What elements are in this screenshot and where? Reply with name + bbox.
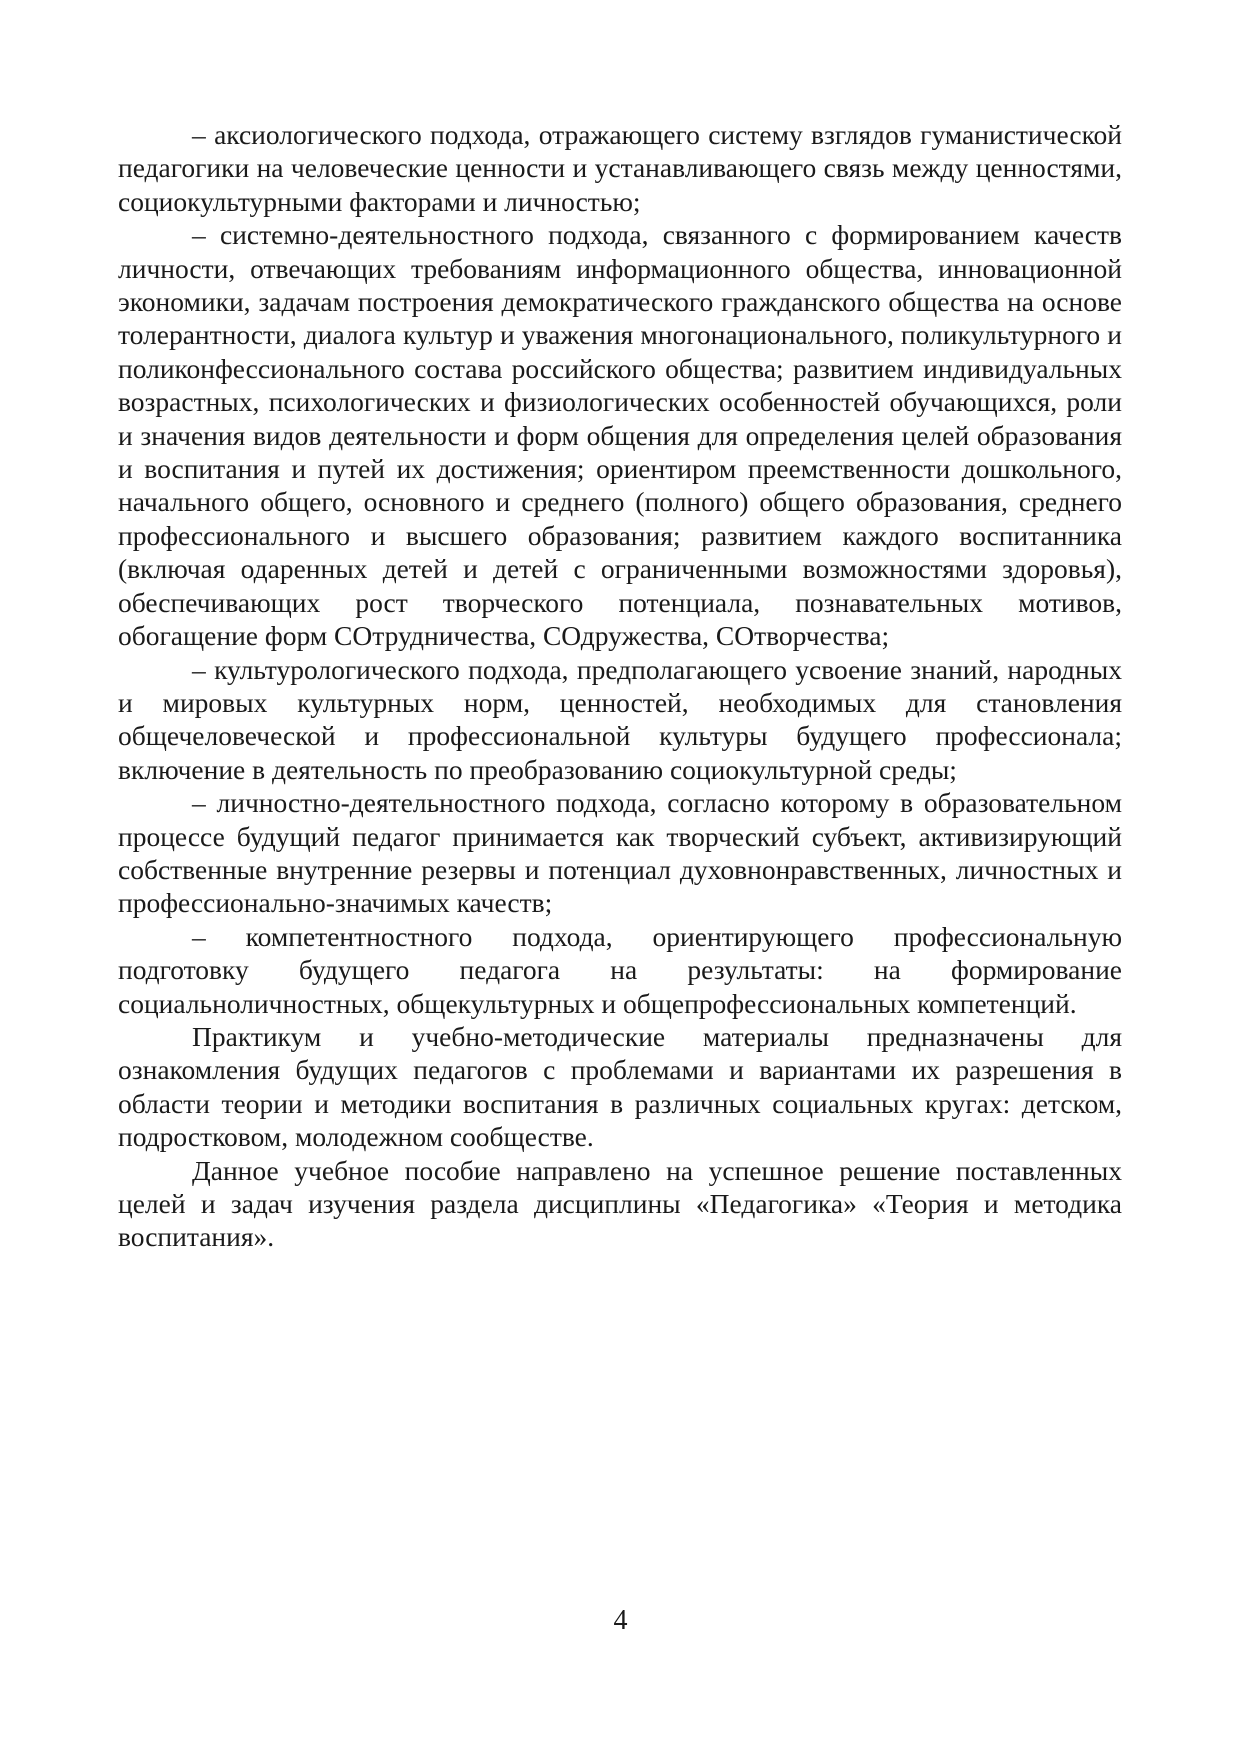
paragraph-textbook-goal: Данное учебное пособие направлено на успешное решение поставленных целей и задач изучения раздела дисциплины «Педагогика» «Теория и методика воспитания». bbox=[118, 1154, 1122, 1253]
paragraph-system-activity-approach: – системно-деятельностного подхода, связанного с формированием качеств личности, отвечающих требованиям информационного общества, инновационной экономики, задачам построения демократического гражданского общества на основе толерантности, диалога культур и уважения многонационального, поликультурного и поликонфессионального состава российского общества; развитием индивидуальных возрастных, психологических и физиологических особенностей обучающихся, роли и значения видов деятельности и форм общения для определения целей образования и воспитания и путей их достижения; ориентиром преемственности дошкольного, начального общего, основного и среднего (полного) общего образования, среднего профессионального и высшего образования; развитием каждого воспитанника (включая одаренных детей и детей с ограниченными возможностями здоровья), обеспечивающих рост творческого потенциала, познавательных мотивов, обогащение форм СОтрудничества, СОдружества, СОтворчества; bbox=[118, 219, 1122, 652]
paragraph-personal-activity-approach: – личностно-деятельностного подхода, согласно которому в образовательном процессе будущий педагог принимается как творческий субъект, активизирующий собственные внутренние резервы и потенциал духовнонравственных, личностных и профессионально-значимых качеств; bbox=[118, 787, 1122, 919]
paragraph-axiological-approach: – аксиологического подхода, отражающего систему взглядов гуманистической педагогики на человеческие ценности и устанавливающего связь между ценностями, социокультурными факторами и личностью; bbox=[118, 119, 1122, 217]
page-number: 4 bbox=[613, 1605, 628, 1636]
paragraph-competence-approach: – компетентностного подхода, ориентирующего профессиональную подготовку будущего педагога на результаты: на формирование социальноличностных, общекультурных и общепрофессиональных компетенций. bbox=[118, 920, 1122, 1019]
paragraph-culturological-approach: – культурологического подхода, предполагающего усвоение знаний, народных и мировых культурных норм, ценностей, необходимых для становления общечеловеческой и профессиональной культуры будущего профессионала; включение в деятельность по преобразованию социокультурной среды; bbox=[118, 653, 1122, 785]
body-text bbox=[118, 118, 1122, 1254]
paragraph-practicum-purpose: Практикум и учебно-методические материалы предназначены для ознакомления будущих педагогов с проблемами и вариантами их разрешения в области теории и методики воспитания в различных социальных кругах: детском, подростковом, молодежном сообществе. bbox=[118, 1020, 1122, 1153]
